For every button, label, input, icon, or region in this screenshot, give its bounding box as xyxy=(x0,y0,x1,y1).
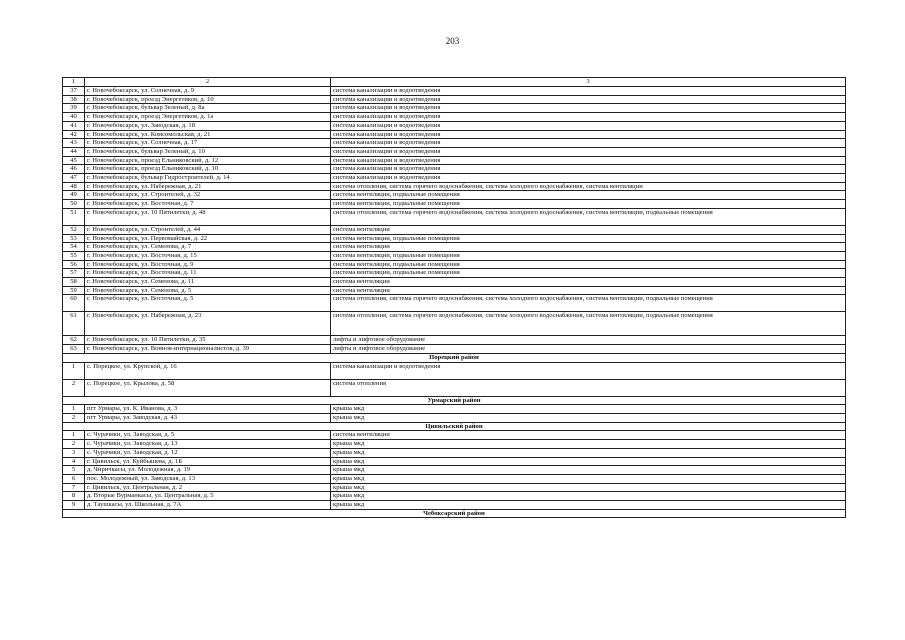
row-number: 49 xyxy=(63,191,85,200)
row-address: г. Новочебоксарск, бульвар Гидростроителей, д. 14 xyxy=(85,174,331,183)
column-header-system: 3 xyxy=(331,78,846,87)
row-number: 46 xyxy=(63,165,85,174)
table-row xyxy=(63,95,846,104)
row-number: 41 xyxy=(63,121,85,130)
row-number: 37 xyxy=(63,87,85,96)
row-address: г. Новочебоксарск, ул. Семенова, д. 7 xyxy=(85,243,331,252)
table-row xyxy=(63,413,846,422)
column-header-address: 2 xyxy=(85,78,331,87)
row-address: с. Порецкое, ул. Крылова, д. 58 xyxy=(85,379,331,396)
row-address: пгт Урмары, ул. Заводская, д. 43 xyxy=(85,413,331,422)
row-system: система канализации и водоотведения xyxy=(331,147,846,156)
table-row xyxy=(63,87,846,96)
row-system: система вентиляции xyxy=(331,286,846,295)
table-row xyxy=(63,174,846,183)
row-number: 42 xyxy=(63,130,85,139)
table-row xyxy=(63,474,846,483)
row-address: г. Новочебоксарск, ул. Строителей, д. 44 xyxy=(85,225,331,234)
row-system: система вентиляции, подвальные помещения xyxy=(331,260,846,269)
row-address: г. Новочебоксарск, ул. Восточная, д. 11 xyxy=(85,269,331,278)
row-number: 43 xyxy=(63,139,85,148)
table-row xyxy=(63,501,846,510)
row-system: система отопления, система горячего водоснабжения, система холодного водоснабжения, система вентиляции, подвальные помещения xyxy=(331,312,846,336)
row-number: 1 xyxy=(63,362,85,379)
row-system: система вентиляции, подвальные помещения xyxy=(331,234,846,243)
row-number: 55 xyxy=(63,251,85,260)
row-address: г. Новочебоксарск, проезд Ельниковский, д. 10 xyxy=(85,165,331,174)
row-system: система канализации и водоотведения xyxy=(331,174,846,183)
table-row xyxy=(63,165,846,174)
row-number: 50 xyxy=(63,200,85,209)
row-system: система канализации и водоотведения xyxy=(331,104,846,113)
row-number: 2 xyxy=(63,379,85,396)
row-system: система отопления xyxy=(331,379,846,396)
table-row xyxy=(63,431,846,440)
row-system: крыша мкд xyxy=(331,457,846,466)
row-system: крыша мкд xyxy=(331,466,846,475)
section-row xyxy=(63,509,846,518)
row-system: система канализации и водоотведения xyxy=(331,156,846,165)
section-title: Порецкий район xyxy=(63,353,846,362)
row-number: 63 xyxy=(63,345,85,354)
table-row xyxy=(63,336,846,345)
row-address: г. Цивильск, ул. Центральная, д. 2 xyxy=(85,483,331,492)
row-number: 60 xyxy=(63,295,85,312)
table-row xyxy=(63,130,846,139)
row-address: г. Новочебоксарск, ул. Воинов-интернационалистов, д. 39 xyxy=(85,345,331,354)
table-row xyxy=(63,457,846,466)
table-row xyxy=(63,269,846,278)
row-system: система вентиляции xyxy=(331,278,846,287)
row-number: 51 xyxy=(63,208,85,225)
row-system: крыша мкд xyxy=(331,440,846,449)
row-system: система канализации и водоотведения xyxy=(331,139,846,148)
row-number: 3 xyxy=(63,448,85,457)
table-body xyxy=(63,78,846,518)
row-address: г. Новочебоксарск, проезд Энергетиков, д. 10 xyxy=(85,95,331,104)
row-number: 54 xyxy=(63,243,85,252)
row-address: г. Новочебоксарск, ул. Восточная, д. 15 xyxy=(85,251,331,260)
row-address: с. Порецкое, ул. Крупской, д. 16 xyxy=(85,362,331,379)
row-system: лифты и лифтовое оборудование xyxy=(331,336,846,345)
row-address: г. Новочебоксарск, ул. 10 Пятилетки, д. 35 xyxy=(85,336,331,345)
row-number: 2 xyxy=(63,440,85,449)
row-system: система канализации и водоотведения xyxy=(331,113,846,122)
table-row xyxy=(63,379,846,396)
housing-systems-table xyxy=(62,77,846,518)
table-row xyxy=(63,208,846,225)
row-number: 45 xyxy=(63,156,85,165)
row-number: 57 xyxy=(63,269,85,278)
row-number: 39 xyxy=(63,104,85,113)
row-address: с. Чурачики, ул. Заводская, д. 12 xyxy=(85,448,331,457)
row-system: система отопления, система горячего водоснабжения, система холодного водоснабжения, система вентиляции xyxy=(331,182,846,191)
table-row xyxy=(63,492,846,501)
row-number: 1 xyxy=(63,405,85,414)
row-number: 61 xyxy=(63,312,85,336)
row-system: система вентиляции, подвальные помещения xyxy=(331,251,846,260)
row-system: система вентиляции xyxy=(331,431,846,440)
row-number: 40 xyxy=(63,113,85,122)
row-system: система канализации и водоотведения xyxy=(331,362,846,379)
row-number: 59 xyxy=(63,286,85,295)
row-system: система вентиляции, подвальные помещения xyxy=(331,200,846,209)
row-system: крыша мкд xyxy=(331,501,846,510)
row-system: система канализации и водоотведения xyxy=(331,130,846,139)
row-system: система канализации и водоотведения xyxy=(331,87,846,96)
table-row xyxy=(63,182,846,191)
row-system: система отопления, система горячего водоснабжения, система холодного водоснабжения, система вентиляции, подвальные помещения xyxy=(331,295,846,312)
section-title: Урмарский район xyxy=(63,396,846,405)
row-system: система канализации и водоотведения xyxy=(331,95,846,104)
row-address: пос. Молодежный, ул. Заводская, д. 13 xyxy=(85,474,331,483)
row-address: г. Новочебоксарск, ул. Солнечная, д. 9 xyxy=(85,87,331,96)
row-system: крыша мкд xyxy=(331,492,846,501)
row-address: г. Новочебоксарск, ул. Набережная, д. 21 xyxy=(85,182,331,191)
table-row xyxy=(63,225,846,234)
row-system: крыша мкд xyxy=(331,448,846,457)
row-address: г. Новочебоксарск, ул. Восточная, д. 7 xyxy=(85,200,331,209)
row-address: г. Новочебоксарск, бульвар Зеленый, д. 8а xyxy=(85,104,331,113)
table-row xyxy=(63,312,846,336)
row-address: д. Таушкасы, ул. Школьная, д. 7А xyxy=(85,501,331,510)
section-row xyxy=(63,353,846,362)
row-system: крыша мкд xyxy=(331,483,846,492)
table-row xyxy=(63,345,846,354)
table-row xyxy=(63,286,846,295)
table-row xyxy=(63,113,846,122)
table-row xyxy=(63,121,846,130)
table-row xyxy=(63,139,846,148)
table-row xyxy=(63,466,846,475)
row-number: 6 xyxy=(63,474,85,483)
table-row xyxy=(63,251,846,260)
row-system: система вентиляции, подвальные помещения xyxy=(331,269,846,278)
row-address: г. Новочебоксарск, ул. Восточная, д. 9 xyxy=(85,260,331,269)
table-row xyxy=(63,405,846,414)
row-number: 53 xyxy=(63,234,85,243)
row-number: 5 xyxy=(63,466,85,475)
row-system: система вентиляции, подвальные помещения xyxy=(331,191,846,200)
row-system: система отопления, система горячего водоснабжения, система холодного водоснабжения, система вентиляции, подвальные помещения xyxy=(331,208,846,225)
row-address: г. Новочебоксарск, ул. Набережная, д. 23 xyxy=(85,312,331,336)
table-row xyxy=(63,104,846,113)
row-address: г. Новочебоксарск, проезд Ельниковский, д. 12 xyxy=(85,156,331,165)
row-number: 56 xyxy=(63,260,85,269)
row-number: 58 xyxy=(63,278,85,287)
row-address: г. Новочебоксарск, бульвар Зеленый, д. 10 xyxy=(85,147,331,156)
row-system: крыша мкд xyxy=(331,405,846,414)
table-row xyxy=(63,191,846,200)
row-address: г. Новочебоксарск, ул. Восточная, д. 5 xyxy=(85,295,331,312)
row-number: 8 xyxy=(63,492,85,501)
table-row xyxy=(63,278,846,287)
row-address: с. Чурачики, ул. Заводская, д. 5 xyxy=(85,431,331,440)
row-number: 47 xyxy=(63,174,85,183)
column-header-number: 1 xyxy=(63,78,85,87)
section-row xyxy=(63,396,846,405)
row-number: 38 xyxy=(63,95,85,104)
row-number: 44 xyxy=(63,147,85,156)
row-address: г. Новочебоксарск, ул. Строителей, д. 32 xyxy=(85,191,331,200)
table-row xyxy=(63,295,846,312)
row-number: 62 xyxy=(63,336,85,345)
row-system: крыша мкд xyxy=(331,474,846,483)
table-row xyxy=(63,234,846,243)
row-system: система канализации и водоотведения xyxy=(331,121,846,130)
table-row xyxy=(63,483,846,492)
row-number: 9 xyxy=(63,501,85,510)
row-number: 1 xyxy=(63,431,85,440)
row-address: г. Новочебоксарск, ул. Комсомольская, д. 21 xyxy=(85,130,331,139)
row-address: г. Новочебоксарск, ул. 10 Пятилетки, д. 48 xyxy=(85,208,331,225)
page-number: 203 xyxy=(445,36,460,46)
table-row xyxy=(63,260,846,269)
row-address: д. Чиричкасы, ул. Молодежная, д. 19 xyxy=(85,466,331,475)
section-title: Цивильский район xyxy=(63,422,846,431)
row-address: г. Цивильск, ул. Куйбышева, д. 1Б xyxy=(85,457,331,466)
row-address: д. Вторые Вурманкасы, ул. Центральная, д. 5 xyxy=(85,492,331,501)
row-system: крыша мкд xyxy=(331,413,846,422)
table-header-row xyxy=(63,78,846,87)
section-row xyxy=(63,422,846,431)
row-address: г. Новочебоксарск, ул. Семенова, д. 5 xyxy=(85,286,331,295)
table-row xyxy=(63,200,846,209)
row-address: г. Новочебоксарск, проезд Энергетиков, д. 1а xyxy=(85,113,331,122)
row-system: система вентиляции xyxy=(331,243,846,252)
table-row xyxy=(63,448,846,457)
row-address: пгт Урмары, ул. К. Иванова, д. 3 xyxy=(85,405,331,414)
section-title: Чебоксарский район xyxy=(63,509,846,518)
row-address: с. Чурачики, ул. Заводская, д. 13 xyxy=(85,440,331,449)
row-address: г. Новочебоксарск, ул. Семенова, д. 11 xyxy=(85,278,331,287)
table-row xyxy=(63,243,846,252)
row-number: 2 xyxy=(63,413,85,422)
table-row xyxy=(63,147,846,156)
row-system: система канализации и водоотведения xyxy=(331,165,846,174)
row-number: 4 xyxy=(63,457,85,466)
row-number: 7 xyxy=(63,483,85,492)
table-row xyxy=(63,362,846,379)
row-number: 48 xyxy=(63,182,85,191)
table-row xyxy=(63,156,846,165)
row-address: г. Новочебоксарск, ул. Первомайская, д. 22 xyxy=(85,234,331,243)
row-system: система вентиляции xyxy=(331,225,846,234)
table-row xyxy=(63,440,846,449)
row-address: г. Новочебоксарск, ул. Солнечная, д. 17 xyxy=(85,139,331,148)
row-number: 52 xyxy=(63,225,85,234)
row-address: г. Новочебоксарск, ул. Заводская, д. 18 xyxy=(85,121,331,130)
row-system: лифты и лифтовое оборудование xyxy=(331,345,846,354)
